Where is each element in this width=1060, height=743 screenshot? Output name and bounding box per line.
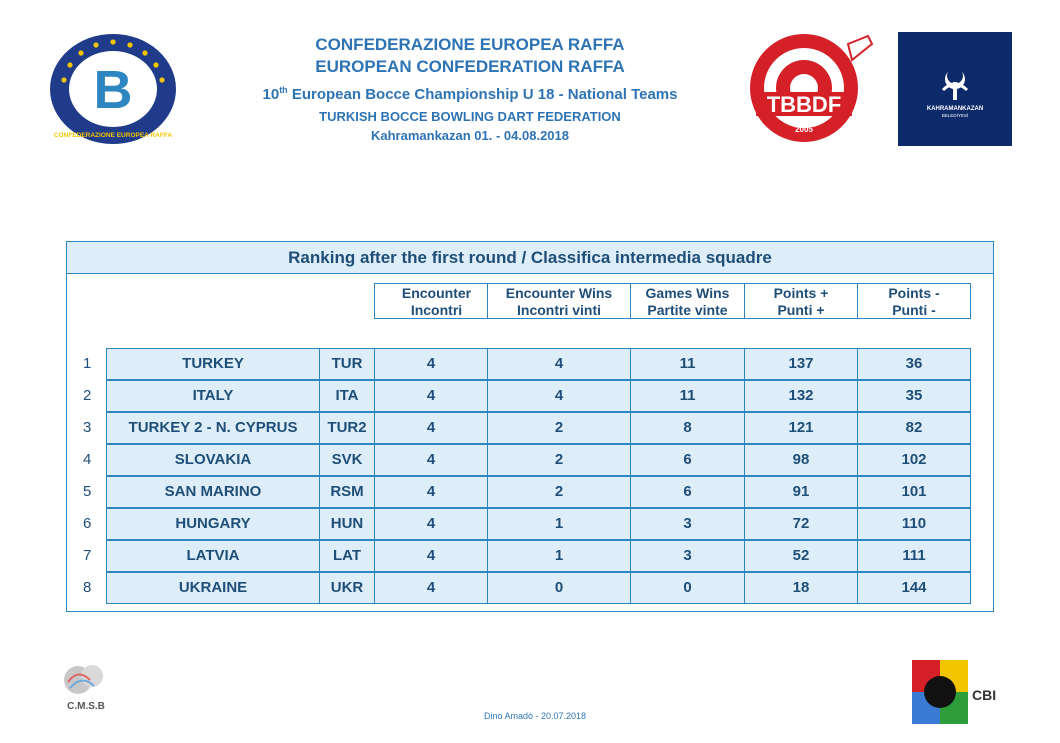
encounter-wins-cell: 1 [487, 508, 631, 540]
column-header-points-plus: Points + Punti + [744, 283, 858, 319]
encounter-wins-cell: 2 [487, 412, 631, 444]
kahramankazan-emblem-icon [898, 32, 1012, 146]
header-line-2: EUROPEAN CONFEDERATION RAFFA [315, 57, 625, 76]
points-minus-cell: 110 [857, 508, 971, 540]
rank-number: 4 [83, 451, 92, 468]
ranking-panel [66, 241, 994, 612]
event-header [200, 34, 740, 145]
svg-text:B: B [93, 60, 133, 120]
games-wins-cell: 11 [630, 380, 745, 412]
team-code-cell: ITA [319, 380, 375, 412]
encounter-cell: 4 [374, 540, 488, 572]
cmsb-logo [54, 660, 118, 720]
svg-text:CONFEDERAZIONE EUROPEA RAFFA: CONFEDERAZIONE EUROPEA RAFFA [53, 132, 173, 139]
games-wins-cell: 0 [630, 572, 745, 604]
team-code-cell: UKR [319, 572, 375, 604]
column-header-games-wins: Games Wins Partite vinte [630, 283, 745, 319]
rank-number: 2 [83, 387, 92, 404]
header-line-3: 10th European Bocce Championship U 18 - National Teams [262, 85, 678, 103]
encounter-cell: 4 [374, 508, 488, 540]
team-code-cell: SVK [319, 444, 375, 476]
cbi-logo [912, 660, 1018, 724]
encounter-wins-cell: 4 [487, 348, 631, 380]
points-plus-cell: 132 [744, 380, 858, 412]
points-minus-cell: 36 [857, 348, 971, 380]
points-minus-cell: 102 [857, 444, 971, 476]
points-plus-cell: 98 [744, 444, 858, 476]
points-minus-cell: 111 [857, 540, 971, 572]
team-code-cell: TUR2 [319, 412, 375, 444]
svg-text:TBBDF: TBBDF [766, 92, 842, 117]
svg-text:KAHRAMANKAZAN: KAHRAMANKAZAN [926, 106, 984, 112]
rank-number: 6 [83, 515, 92, 532]
rank-number: 5 [83, 483, 92, 500]
team-name-cell: HUNGARY [106, 508, 320, 540]
games-wins-cell: 3 [630, 508, 745, 540]
svg-text:BELEDİYESİ: BELEDİYESİ [941, 113, 969, 118]
points-plus-cell: 72 [744, 508, 858, 540]
column-header-encounter-wins: Encounter Wins Incontri vinti [487, 283, 631, 319]
column-header-points-minus: Points - Punti - [857, 283, 971, 319]
games-wins-cell: 11 [630, 348, 745, 380]
team-name-cell: TURKEY 2 - N. CYPRUS [106, 412, 320, 444]
points-plus-cell: 18 [744, 572, 858, 604]
points-plus-cell: 52 [744, 540, 858, 572]
games-wins-cell: 6 [630, 444, 745, 476]
games-wins-cell: 3 [630, 540, 745, 572]
team-name-cell: TURKEY [106, 348, 320, 380]
team-name-cell: SAN MARINO [106, 476, 320, 508]
encounter-cell: 4 [374, 380, 488, 412]
team-code-cell: LAT [319, 540, 375, 572]
team-code-cell: RSM [319, 476, 375, 508]
points-minus-cell: 101 [857, 476, 971, 508]
points-plus-cell: 91 [744, 476, 858, 508]
encounter-cell: 4 [374, 444, 488, 476]
svg-text:C.M.S.B: C.M.S.B [67, 701, 105, 712]
rank-number: 3 [83, 419, 92, 436]
team-name-cell: SLOVAKIA [106, 444, 320, 476]
points-plus-cell: 121 [744, 412, 858, 444]
encounter-wins-cell: 0 [487, 572, 631, 604]
points-plus-cell: 137 [744, 348, 858, 380]
encounter-cell: 4 [374, 476, 488, 508]
points-minus-cell: 82 [857, 412, 971, 444]
encounter-wins-cell: 4 [487, 380, 631, 412]
team-code-cell: HUN [319, 508, 375, 540]
encounter-cell: 4 [374, 572, 488, 604]
points-minus-cell: 35 [857, 380, 971, 412]
cer-logo [48, 32, 178, 146]
team-name-cell: LATVIA [106, 540, 320, 572]
team-name-cell: UKRAINE [106, 572, 320, 604]
encounter-wins-cell: 2 [487, 476, 631, 508]
rank-number: 8 [83, 579, 92, 596]
encounter-wins-cell: 2 [487, 444, 631, 476]
rank-number: 7 [83, 547, 92, 564]
team-code-cell: TUR [319, 348, 375, 380]
tbbdf-logo [748, 30, 884, 146]
header-line-5: Kahramankazan 01. - 04.08.2018 [370, 128, 569, 143]
svg-text:CBI: CBI [972, 687, 997, 703]
encounter-wins-cell: 1 [487, 540, 631, 572]
kahramankazan-logo [898, 32, 1012, 146]
games-wins-cell: 8 [630, 412, 745, 444]
header-line-4: TURKISH BOCCE BOWLING DART FEDERATION [319, 109, 621, 124]
footer-author-date: Dino Amadò - 20.07.2018 [483, 711, 587, 721]
header-line-1: CONFEDERAZIONE EUROPEA RAFFA [315, 35, 625, 54]
svg-text:2005: 2005 [795, 125, 813, 134]
column-header-encounter: Encounter Incontri [374, 283, 499, 319]
rank-number: 1 [83, 355, 92, 372]
points-minus-cell: 144 [857, 572, 971, 604]
team-name-cell: ITALY [106, 380, 320, 412]
encounter-cell: 4 [374, 348, 488, 380]
encounter-cell: 4 [374, 412, 488, 444]
ranking-title: Ranking after the first round / Classifica intermedia squadre [67, 242, 993, 274]
games-wins-cell: 6 [630, 476, 745, 508]
